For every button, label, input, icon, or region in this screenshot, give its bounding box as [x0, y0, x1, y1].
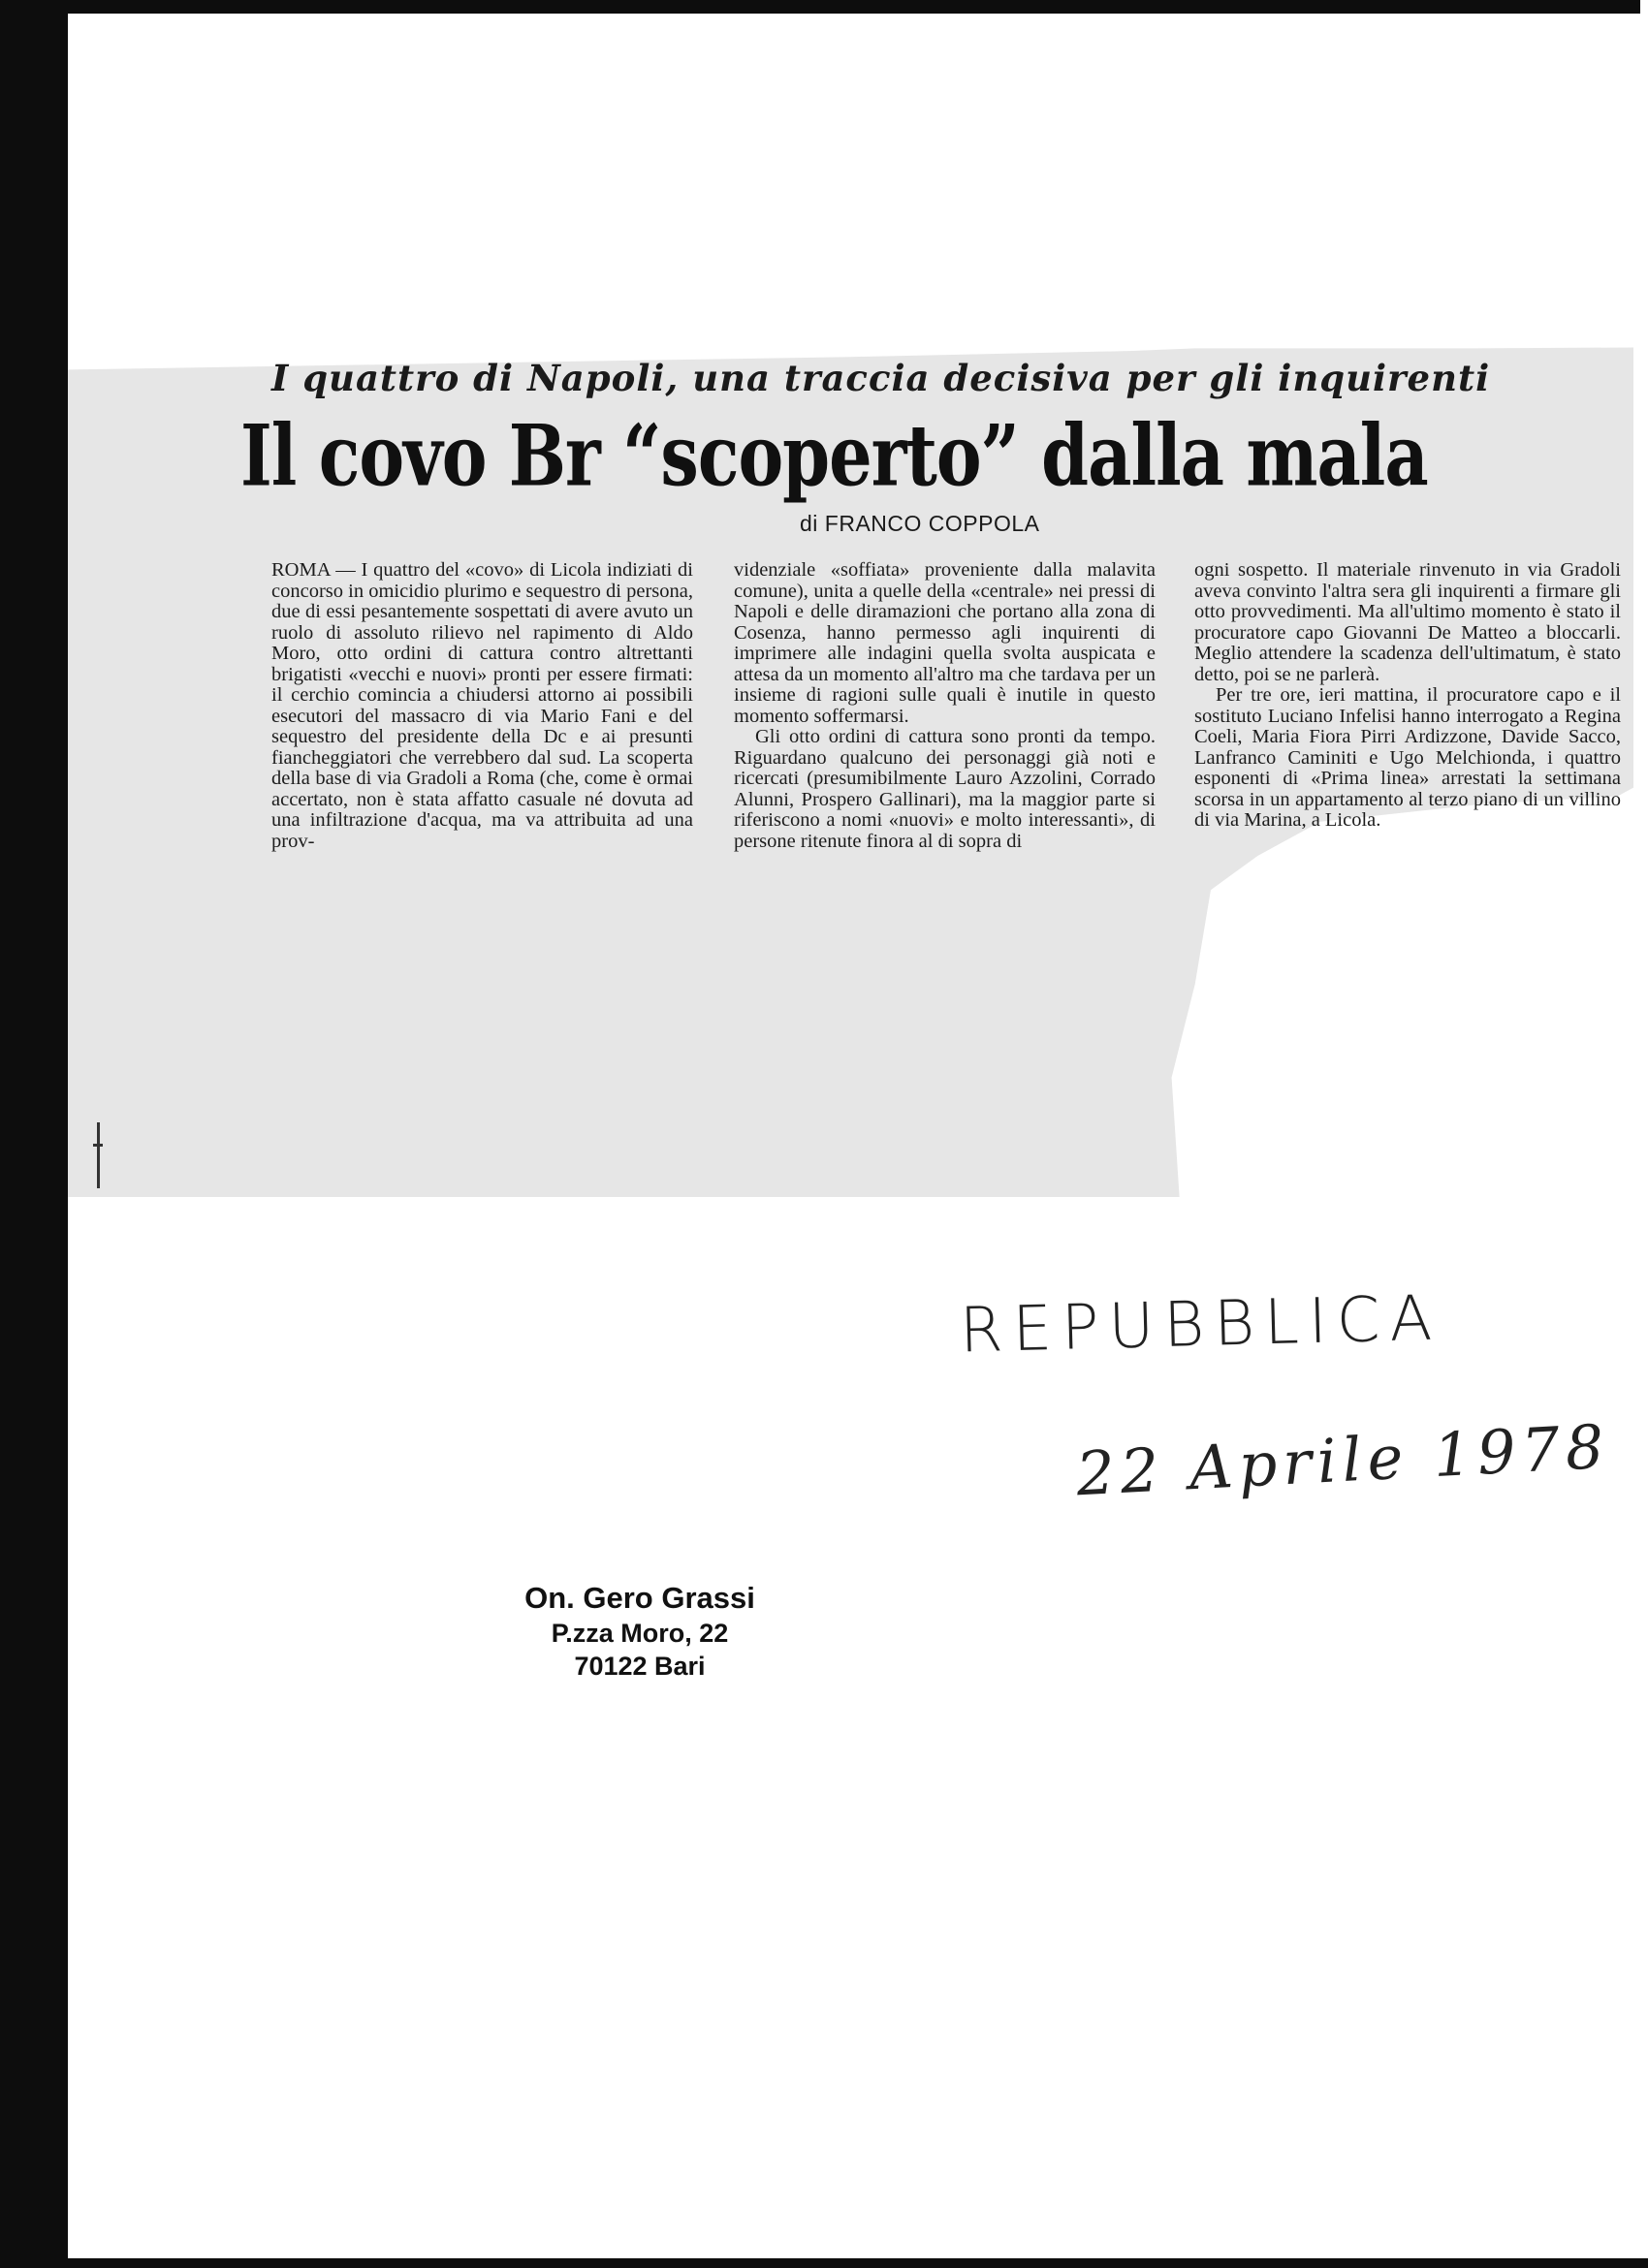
article-headline: Il covo Br “scoperto” dalla mala — [240, 405, 1428, 506]
article-paragraph: Per tre ore, ieri mattina, il procuratore capo e il sostituto Luciano Infelisi hanno interrogato a Regina Coeli, Maria Fiora Pirri Ardizzone, Davide Sacco, Lanfranco Caminiti e Ugo Melchionda, i quattro esponenti di «Prima linea» arrestati la settimana scorsa in un appartamento al terzo piano di un villino di via Marina, a Licola. — [1194, 684, 1621, 831]
article-paragraph: ROMA — I quattro del «covo» di Licola indiziati di concorso in omicidio plurimo e sequestro di persona, due di essi pesantemente sospettati di avere avuto un ruolo di assoluto rilievo nel rapimento di Aldo Moro, otto ordini di cattura contro altrettanti brigatisti «vecchi e nuovi» pronti per essere firmati: il cerchio comincia a chiudersi attorno ai possibili esecutori del massacro di via Mario Fani e del sequestro del presidente della Dc e ai presunti fiancheggiatori che verrebbero dal sud. La scoperta della base di via Gradoli a Roma (che, come è ormai accertato, non è stata affatto casuale né dovuta ad una infiltrazione d'acqua, ma va attribuita ad una prov- — [271, 559, 693, 852]
scan-border-left — [0, 0, 68, 2268]
pencil-mark-dot — [93, 1144, 103, 1147]
article-column-1 — [271, 560, 693, 852]
scan-border-right — [1640, 0, 1648, 2268]
stamp-city: 70122 Bari — [574, 1652, 706, 1681]
stamp-address: P.zza Moro, 22 — [551, 1619, 729, 1648]
handwritten-source: REPUBBLICA — [959, 1282, 1443, 1368]
article-paragraph: Gli otto ordini di cattura sono pronti da tempo. Riguardano qualcuno dei personaggi già noti e ricercati (presumibilmente Lauro Azzolini, Corrado Alunni, Prospero Gallinari), ma la maggior parte si riferiscono a nomi «nuovi» e molto interessanti», di persone ritenute finora al di sopra di — [734, 726, 1156, 852]
article-paragraph: ogni sospetto. Il materiale rinvenuto in via Gradoli aveva convinto l'altra sera gli inquirenti a firmare gli otto provvedimenti. Ma all'ultimo momento è stato il procuratore capo Giovanni De Matteo a bloccarli. Meglio attendere la scadenza dell'ultimatum, è stato detto, poi se ne parlerà. — [1194, 559, 1621, 685]
address-stamp — [494, 1580, 785, 1683]
article-column-2 — [734, 560, 1156, 852]
stamp-name: On. Gero Grassi — [524, 1581, 755, 1615]
scan-border-top — [0, 0, 1648, 14]
handwritten-date: 22 Aprile 1978 — [1074, 1410, 1612, 1510]
scan-border-bottom — [0, 2258, 1648, 2268]
article-column-3 — [1194, 560, 1621, 832]
article-byline: di FRANCO COPPOLA — [800, 511, 1040, 536]
article-kicker: I quattro di Napoli, una traccia decisiva per gli inquirenti — [271, 357, 1491, 399]
article-paragraph: videnziale «soffiata» proveniente dalla malavita comune), unita a quelle della «centrale» nei pressi di Napoli e delle diramazioni che portano alla zona di Cosenza, hanno permesso agli inquirenti di imprimere alle indagini quella svolta auspicata e attesa da un momento all'altro ma che tardava per un insieme di ragioni sulle quali è inutile in questo momento soffermarsi. — [734, 559, 1156, 727]
pencil-mark — [97, 1122, 100, 1188]
